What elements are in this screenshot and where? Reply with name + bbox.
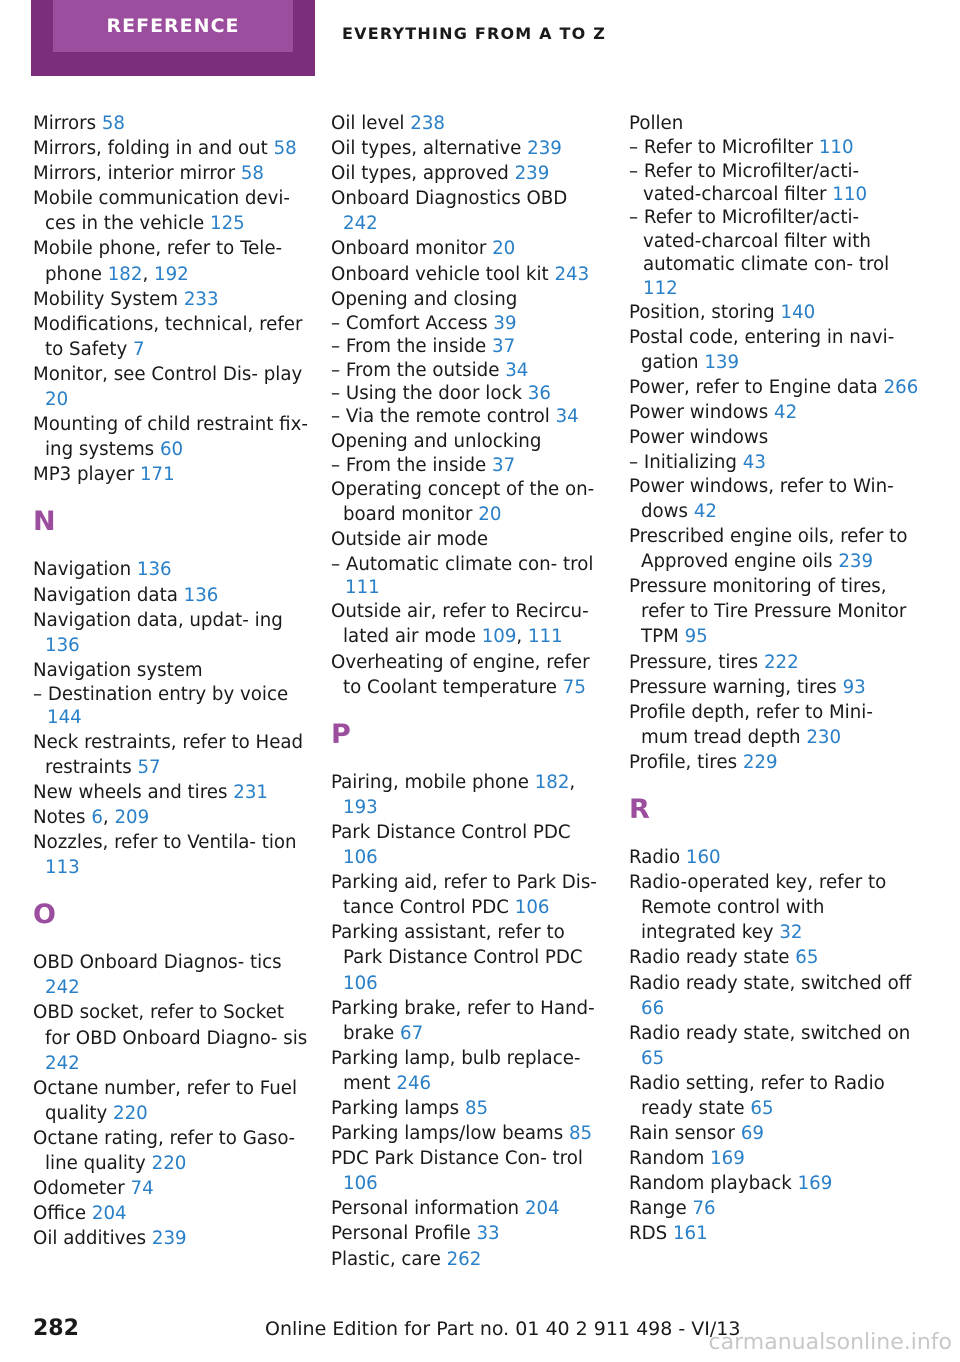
index-entry-text: Radio [629, 847, 681, 869]
page-reference-link[interactable]: 136 [136, 559, 172, 581]
index-entry: Outside air, refer to Recircu‐ lated air mode 109, 111 [331, 601, 589, 648]
index-entry-text: Notes [33, 806, 86, 828]
index-entry [629, 574, 919, 649]
index-column-3 [629, 111, 919, 1247]
index-entry-text: Mobility System [33, 288, 179, 310]
page-reference-link[interactable]: 231 [233, 781, 268, 803]
index-entry [629, 1171, 919, 1196]
index-entry [629, 1121, 919, 1146]
index-entry [331, 111, 606, 136]
index-entry-text: Power windows [629, 402, 769, 424]
index-column-1 [33, 111, 308, 1251]
page-reference-link[interactable]: 110 [818, 137, 854, 159]
page-reference-link[interactable]: 42 [693, 501, 717, 522]
page-reference-link[interactable]: 20 [45, 389, 69, 411]
page-reference-link[interactable]: 239 [838, 551, 874, 573]
index-subentry [331, 359, 606, 382]
index-entry [629, 1221, 919, 1246]
index-entry [33, 412, 308, 462]
index-entry [33, 950, 308, 1000]
index-entry [331, 136, 606, 161]
index-entry [33, 658, 308, 683]
index-entry-text: Random playback [629, 1173, 792, 1195]
index-subentry [629, 206, 919, 300]
index-entry [33, 1226, 308, 1251]
page-reference-link[interactable]: 238 [410, 113, 445, 134]
index-letter-heading: N [33, 506, 56, 538]
index-entry-text: New wheels and tires [33, 781, 228, 803]
page-reference-link[interactable]: 58 [240, 163, 265, 185]
index-entry-text: Operating concept of the on‐ board monitor [331, 479, 595, 526]
page-reference-link[interactable]: 74 [130, 1178, 154, 1200]
reference-tab-label: REFERENCE [53, 0, 293, 52]
index-entry-text: Pressure warning, tires [629, 676, 837, 698]
page-reference-link[interactable]: 58 [273, 138, 297, 160]
index-entry-text: Parking lamp, bulb replace‐ ment [331, 1047, 581, 1094]
page-reference-link[interactable]: 169 [710, 1148, 745, 1170]
index-entry [33, 1126, 308, 1176]
page-reference-link[interactable]: 161 [672, 1223, 708, 1245]
index-subentry [629, 451, 919, 474]
page-reference-link[interactable]: 136 [45, 634, 80, 656]
index-entry [331, 186, 606, 236]
page-reference-link[interactable]: 76 [692, 1198, 716, 1220]
page-reference-link[interactable]: 239 [527, 138, 562, 160]
index-entry-text: Prescribed engine oils, refer to Approved engine oils [629, 526, 908, 573]
index-entry [33, 186, 308, 236]
page-reference-link[interactable]: 266 [883, 377, 919, 399]
index-entry-text: Navigation data [33, 584, 178, 606]
index-entry-text: Radio-operated key, refer to Remote control with integrated key [629, 872, 887, 944]
index-entry [33, 111, 308, 136]
index-entry-text: From the inside [345, 336, 487, 358]
index-entry [331, 161, 606, 186]
index-entry-text: Power windows [629, 427, 769, 449]
index-entry-text: Rain sensor [629, 1123, 736, 1145]
index-entry [331, 527, 606, 552]
index-entry-text: Range [629, 1198, 687, 1220]
index-entry [629, 650, 919, 675]
index-entry [33, 462, 308, 487]
page-reference-link[interactable]: 32 [779, 922, 803, 944]
index-entry [629, 524, 919, 574]
index-entry-text: Navigation system [33, 659, 203, 681]
page-reference-link[interactable]: 65 [641, 1047, 665, 1069]
page-reference-link[interactable]: 106 [514, 897, 550, 919]
page-reference-link[interactable]: 144 [47, 707, 82, 729]
page-reference-link[interactable]: 243 [554, 263, 590, 285]
index-entry [33, 730, 308, 780]
page-reference-link[interactable]: 113 [45, 857, 80, 879]
page-reference-link[interactable]: 34 [505, 359, 529, 381]
page-header [0, 0, 960, 76]
index-entry-text: Refer to Microfilter/acti‐ vated-charcoal filter with automatic climate con‐ trol [643, 207, 890, 276]
index-entry-text: Onboard monitor [331, 238, 487, 260]
page-reference-link[interactable]: 75 [562, 676, 586, 698]
page-reference-link[interactable]: 6 [91, 806, 103, 828]
index-entry-text: Overheating of engine, refer to Coolant temperature [331, 651, 590, 698]
reference-tab[interactable] [31, 0, 315, 76]
index-entry-text: Octane number, refer to Fuel quality [33, 1077, 298, 1124]
page-reference-link[interactable]: 20 [492, 238, 516, 260]
index-entry-text: OBD Onboard Diagnos‐ tics [33, 952, 282, 974]
index-entry-text: Parking brake, refer to Hand‐ brake [331, 997, 595, 1044]
index-entry-text: Oil level [331, 113, 405, 134]
index-entry [331, 236, 606, 261]
index-entry [629, 300, 919, 325]
page-reference-link[interactable]: 85 [568, 1123, 593, 1145]
index-subentry [629, 136, 919, 159]
index-entry-text: Radio ready state [629, 947, 790, 969]
index-entry [629, 1146, 919, 1171]
index-entry [629, 750, 919, 775]
index-entry-text: Onboard vehicle tool kit [331, 263, 549, 285]
index-entry-text: Octane rating, refer to Gaso‐ line quality [33, 1127, 296, 1174]
index-entry [331, 287, 606, 312]
index-entry-text: Mobile phone, refer to Tele‐ phone [33, 238, 283, 285]
index-subentry [33, 683, 308, 730]
index-entry [33, 136, 308, 161]
page-reference-link[interactable]: 125 [210, 213, 245, 235]
index-entry-text: Odometer [33, 1178, 125, 1200]
index-entry [331, 1221, 606, 1246]
index-entry-text: Oil additives [33, 1228, 147, 1250]
index-entry [331, 996, 606, 1046]
index-entry [331, 820, 606, 870]
index-entry [33, 287, 308, 312]
index-entry-text: Mirrors, folding in and out [33, 138, 268, 160]
index-entry-text: Comfort Access [345, 312, 488, 334]
index-entry [629, 375, 919, 400]
index-entry [629, 1021, 919, 1071]
page-reference-link[interactable]: 106 [343, 847, 378, 869]
index-entry [331, 1121, 606, 1146]
index-entry-text: From the inside [345, 454, 487, 476]
index-entry-text: Park Distance Control PDC [331, 821, 571, 843]
page-reference-link[interactable]: 37 [492, 454, 516, 476]
index-letter-heading: O [33, 899, 56, 931]
page-reference-link[interactable]: 112 [643, 277, 678, 299]
index-entry [33, 608, 308, 658]
index-entry-text: Refer to Microfilter [643, 137, 814, 159]
index-subentry [331, 335, 606, 358]
index-entry-text: Power, refer to Engine data [629, 377, 878, 399]
page-reference-link[interactable]: 233 [183, 288, 219, 310]
page-reference-link[interactable]: 262 [446, 1248, 482, 1270]
index-subentry [331, 553, 606, 600]
index-entry [33, 557, 308, 582]
index-entry [33, 1176, 308, 1201]
page-reference-link[interactable]: 106 [343, 972, 378, 994]
index-entry [629, 474, 919, 524]
page-reference-link[interactable]: 239 [514, 163, 550, 185]
index-entry-text: Personal information [331, 1198, 520, 1220]
index-entry-text: MP3 player [33, 464, 135, 486]
index-entry [331, 870, 606, 920]
page-reference-link[interactable]: 60 [159, 439, 184, 461]
index-entry-text: Navigation data, updat‐ ing [33, 609, 283, 631]
index-entry-text: Automatic climate con‐ trol [345, 553, 594, 575]
page-reference-link[interactable]: 66 [641, 997, 665, 1019]
index-entry-text: Personal Profile [331, 1223, 471, 1245]
index-entry-text: Outside air, refer to Recircu‐ lated air mode [331, 601, 589, 648]
index-entry [331, 262, 606, 287]
page-number: 282 [33, 1316, 79, 1341]
index-entry [629, 945, 919, 970]
index-entry [33, 780, 308, 805]
edition-footer: Online Edition for Part no. 01 40 2 911 498 - VI/13 [265, 1318, 741, 1340]
section-title: EVERYTHING FROM A TO Z [342, 24, 607, 43]
index-entry [629, 111, 919, 136]
index-entry-text: Random [629, 1148, 705, 1170]
index-entry-text: Parking aid, refer to Park Dis‐ tance Control PDC [331, 872, 597, 919]
page-reference-link[interactable]: 67 [400, 1022, 424, 1044]
page-reference-link[interactable]: 239 [151, 1228, 187, 1250]
page-reference-link[interactable]: 20 [478, 504, 502, 526]
index-entry-text: Pairing, mobile phone [331, 771, 529, 793]
index-column-2 [331, 111, 606, 1272]
index-entry-text: Neck restraints, refer to Head restraints [33, 731, 304, 778]
index-entry-text: Parking lamps [331, 1097, 460, 1119]
index-entry-text: Opening and unlocking [331, 430, 542, 452]
page-reference-link[interactable]: 106 [343, 1173, 378, 1195]
index-entry [629, 1071, 919, 1121]
index-letter-heading: R [629, 794, 650, 826]
page-reference-link[interactable]: 229 [742, 751, 778, 773]
page-reference-link[interactable]: 43 [742, 451, 766, 473]
index-entry [331, 1096, 606, 1121]
page-reference-link[interactable]: 209 [114, 806, 150, 828]
page-reference-link[interactable]: 242 [45, 1052, 80, 1074]
page-reference-link[interactable]: 7 [133, 338, 145, 360]
page-reference-link[interactable]: 171 [139, 464, 175, 486]
index-subentry [331, 454, 606, 477]
index-entry-text: Via the remote control [345, 406, 550, 428]
page-reference-link[interactable]: 69 [740, 1123, 764, 1145]
index-entry: Mobile phone, refer to Tele‐ phone 182, 192 [33, 238, 283, 285]
index-entry-text: Mirrors [33, 113, 97, 134]
index-entry-text: PDC Park Distance Con‐ trol [331, 1148, 583, 1170]
index-entry-text: Destination entry by voice [47, 683, 289, 705]
index-entry [629, 675, 919, 700]
index-entry-text: Profile depth, refer to Mini‐ mum tread depth [629, 701, 873, 748]
index-entry [331, 650, 606, 700]
index-entry-text: From the outside [345, 359, 500, 381]
index-entry-text: Mounting of child restraint fix‐ ing systems [33, 414, 308, 461]
index-entry [33, 1076, 308, 1126]
page-reference-link[interactable]: 37 [492, 336, 516, 358]
index-entry [629, 700, 919, 750]
index-entry [629, 870, 919, 945]
index-entry-text: Position, storing [629, 301, 775, 323]
page-reference-link[interactable]: 160 [685, 847, 721, 869]
index-subentry [629, 160, 919, 207]
index-entry-text: Parking lamps/low beams [331, 1123, 564, 1145]
index-entry [331, 477, 606, 527]
index-entry-text: Mirrors, interior mirror [33, 163, 236, 185]
index-entry [629, 400, 919, 425]
index-entry-text: Nozzles, refer to Ventila‐ tion [33, 832, 297, 854]
page-reference-link[interactable]: 109 [481, 626, 517, 648]
index-entry [33, 362, 308, 412]
page-reference-link[interactable]: 230 [806, 726, 842, 748]
index-subentry [331, 382, 606, 405]
index-entry [33, 1201, 308, 1226]
index-entry [33, 583, 308, 608]
index-entry-text: Opening and closing [331, 288, 518, 310]
index-entry-text: Pressure monitoring of tires, refer to Tire Pressure Monitor TPM [629, 576, 907, 648]
page-reference-link[interactable]: 111 [527, 626, 563, 648]
page-reference-link[interactable]: 65 [750, 1097, 774, 1119]
page-reference-link[interactable]: 193 [343, 796, 378, 818]
index-entry: Notes 6, 209 [33, 806, 150, 828]
page-reference-link[interactable]: 110 [832, 183, 868, 205]
page-reference-link[interactable]: 192 [154, 263, 189, 285]
page-reference-link[interactable]: 182 [534, 771, 570, 793]
page-reference-link[interactable]: 85 [464, 1097, 489, 1119]
page-reference-link[interactable]: 33 [476, 1223, 500, 1245]
page-reference-link[interactable]: 204 [91, 1203, 127, 1225]
page-reference-link[interactable]: 242 [45, 977, 80, 999]
index-entry: Pairing, mobile phone 182, 193 [331, 771, 576, 818]
index-entry [629, 971, 919, 1021]
index-subentry [331, 405, 606, 428]
index-entry-text: Mobile communication devi‐ ces in the vehicle [33, 188, 290, 235]
index-entry-text: Radio ready state, switched on [629, 1022, 911, 1044]
index-entry-text: Oil types, alternative [331, 138, 522, 160]
index-entry-text: Pressure, tires [629, 651, 759, 673]
page-reference-link[interactable]: 65 [795, 947, 819, 969]
page-reference-link[interactable]: 140 [780, 301, 816, 323]
index-entry [33, 1000, 308, 1075]
page-reference-link[interactable]: 58 [101, 113, 126, 134]
index-entry-text: Onboard Diagnostics OBD [331, 188, 568, 210]
index-entry [33, 312, 308, 362]
index-entry-text: RDS [629, 1223, 668, 1245]
index-entry-text: Navigation [33, 559, 132, 581]
page-reference-link[interactable]: 57 [137, 756, 161, 778]
page-reference-link[interactable]: 220 [113, 1102, 148, 1124]
index-entry [331, 429, 606, 454]
index-entry-text: Monitor, see Control Dis‐ play [33, 363, 303, 385]
page-reference-link[interactable]: 204 [524, 1198, 560, 1220]
page-reference-link[interactable]: 36 [527, 382, 551, 404]
page-reference-link[interactable]: 139 [704, 352, 740, 374]
index-entry-text: Outside air mode [331, 529, 489, 551]
index-entry-text: Postal code, entering in navi‐ gation [629, 327, 895, 374]
page-reference-link[interactable]: 242 [343, 213, 378, 235]
index-entry-text: OBD socket, refer to Socket for OBD Onboard Diagno‐ sis [33, 1002, 308, 1049]
watermark: carmanualsonline.info [708, 1330, 952, 1355]
index-entry [629, 1196, 919, 1221]
index-entry-text: Radio setting, refer to Radio ready state [629, 1072, 885, 1119]
page-reference-link[interactable]: 136 [183, 584, 219, 606]
index-entry [33, 161, 308, 186]
index-entry-text: Plastic, care [331, 1248, 441, 1270]
page-reference-link[interactable]: 222 [763, 651, 799, 673]
index-entry-text: Oil types, approved [331, 163, 509, 185]
index-entry-text: Radio ready state, switched off [629, 972, 912, 994]
index-letter-heading: P [331, 718, 351, 750]
page-reference-link[interactable]: 95 [684, 626, 708, 648]
page-reference-link[interactable]: 220 [151, 1153, 187, 1174]
index-subentry [331, 312, 606, 335]
page-reference-link[interactable]: 93 [842, 676, 866, 698]
index-entry [331, 1146, 606, 1196]
index-entry-text: Modifications, technical, refer to Safety [33, 313, 303, 360]
index-entry [331, 1046, 606, 1096]
index-entry [33, 830, 308, 880]
index-entry [331, 920, 606, 995]
index-entry-text: Parking assistant, refer to Park Distance Control PDC [331, 922, 583, 969]
page-reference-link[interactable]: 169 [797, 1173, 833, 1195]
page-reference-link[interactable]: 39 [493, 312, 517, 334]
index-entry-text: Office [33, 1203, 87, 1225]
index-entry-text: Profile, tires [629, 751, 738, 773]
index-entry [629, 845, 919, 870]
index-entry-text: Power windows, refer to Win‐ dows [629, 475, 894, 522]
page-reference-link[interactable]: 34 [555, 406, 579, 428]
page-reference-link[interactable]: 111 [345, 576, 380, 598]
index-entry-text: Using the door lock [345, 382, 522, 404]
index-entry [331, 1196, 606, 1221]
index-entry-text: Initializing [643, 451, 737, 473]
index-entry [331, 1247, 606, 1272]
index-entry [629, 425, 919, 450]
page-reference-link[interactable]: 42 [774, 402, 798, 424]
index-entry [629, 325, 919, 375]
index-entry-text: Refer to Microfilter/acti‐ vated-charcoal filter [643, 160, 860, 205]
page-reference-link[interactable]: 246 [396, 1072, 432, 1094]
page-reference-link[interactable]: 182 [107, 263, 143, 285]
index-entry-text: Pollen [629, 113, 684, 134]
